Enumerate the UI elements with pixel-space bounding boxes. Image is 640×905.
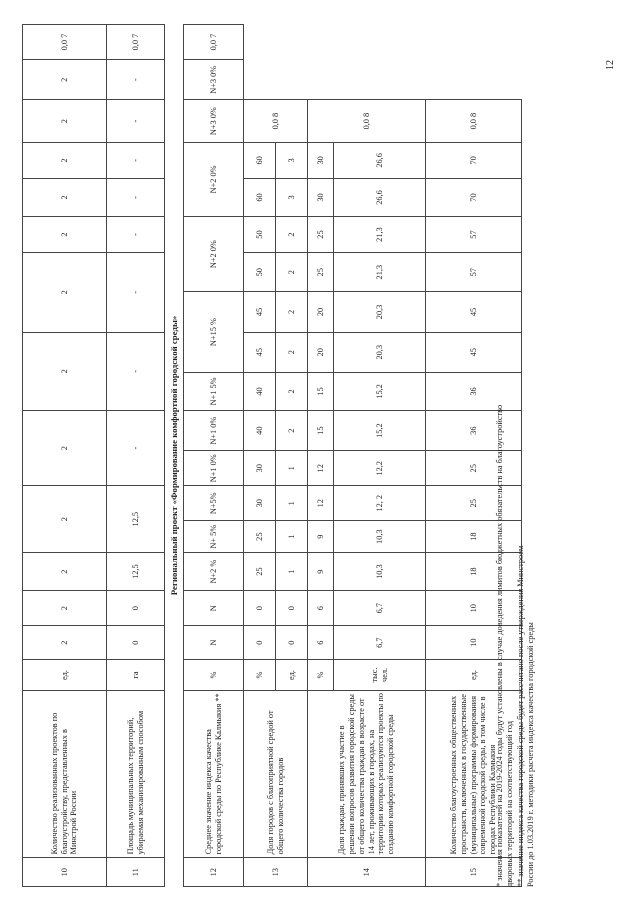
indicator-name: Доля граждан, принявших участие в решении вопросов развития городской среды от общего количества граждан в возрасте от 14 лет, проживающих в городах, на территории которых реализуются проекты по созданию комфортной городской среды [308, 690, 426, 858]
value-cell: 9 [308, 553, 334, 591]
value-cell: 70 [426, 142, 522, 178]
value-cell: 2 [276, 332, 308, 372]
value-cell: 57 [426, 253, 522, 292]
indicators-table [22, 24, 522, 887]
value-cell: 6,7 [334, 591, 426, 626]
footnote-line: России до 1.03.2019 г. методики расчета индекса качества городской среды [526, 622, 536, 887]
value-cell: 10,3 [334, 521, 426, 553]
value-cell: 36 [426, 411, 522, 451]
value-cell: N+1 0% [184, 411, 244, 451]
value-cell: 6,7 [334, 626, 426, 660]
unit-cell: ед. [276, 660, 308, 691]
value-cell: N [184, 626, 244, 660]
value-cell: N+ 5% [184, 521, 244, 553]
value-cell: 2 [23, 178, 107, 216]
value-cell: N+3 0% [184, 60, 244, 100]
value-cell: 2 [276, 411, 308, 451]
value-cell: - [107, 253, 165, 333]
unit-cell: % [308, 660, 334, 691]
value-cell: N+15 % [184, 292, 244, 373]
footnote-line: дворовых территорий на соответствующий год [505, 721, 515, 887]
value-cell: 12,5 [107, 486, 165, 553]
value-cell: 0 [107, 626, 165, 660]
weight-cell: 0,0 7 [23, 25, 107, 60]
value-cell: - [107, 100, 165, 142]
value-cell: 25 [426, 486, 522, 521]
value-cell: 26,6 [334, 178, 426, 216]
value-cell: 18 [426, 521, 522, 553]
value-cell: 45 [244, 332, 276, 372]
value-cell: 0 [107, 591, 165, 626]
table-row [184, 25, 244, 887]
value-cell: 30 [308, 178, 334, 216]
value-cell: - [107, 142, 165, 178]
value-cell: 40 [244, 372, 276, 410]
value-cell: 0 [244, 626, 276, 660]
indicator-name: Среднее значение индекса качества городской среды по Республике Калмыкия ** [184, 690, 244, 858]
value-cell: - [107, 332, 165, 410]
value-cell: 12 [308, 451, 334, 486]
value-cell: 2 [23, 217, 107, 253]
section-row [165, 25, 184, 887]
value-cell: N+1 0% [184, 451, 244, 486]
value-cell: 2 [23, 142, 107, 178]
value-cell: 15 [308, 372, 334, 410]
value-cell: 50 [244, 253, 276, 292]
indicator-name: Доля городов с благоприятной средой от общего количества городов [244, 690, 308, 858]
row-number: 15 [426, 858, 522, 887]
indicator-name: Площадь муниципальных территорий, убираемая механизированным способом [107, 690, 165, 858]
row-number: 10 [23, 858, 107, 887]
weight-cell: 0,0 7 [107, 25, 165, 60]
section-title: Региональный проект «Формирование комфортной городской среды» [165, 25, 184, 887]
value-cell: 20 [308, 332, 334, 372]
value-cell: N+5% [184, 486, 244, 521]
value-cell: 0 [244, 591, 276, 626]
value-cell: 57 [426, 217, 522, 253]
footnotes [495, 27, 536, 887]
value-cell: 15,2 [334, 372, 426, 410]
value-cell: 10 [426, 626, 522, 660]
page-number: 12 [605, 60, 616, 70]
value-cell: 12,2 [334, 451, 426, 486]
table-row [308, 25, 334, 887]
row-number: 12 [184, 858, 244, 887]
value-cell: 0 [276, 591, 308, 626]
value-cell: 2 [23, 591, 107, 626]
unit-cell: тыс. чел. [334, 660, 426, 691]
value-cell: 0 [276, 626, 308, 660]
weight-cell: 0,0 7 [184, 25, 244, 60]
value-cell: 45 [426, 292, 522, 332]
value-cell: 21,3 [334, 253, 426, 292]
weight-cell: 0,0 8 [426, 100, 522, 142]
value-cell: 15,2 [334, 411, 426, 451]
table-row [23, 25, 107, 887]
value-cell: 12,5 [107, 553, 165, 591]
value-cell: N+2 0% [184, 217, 244, 292]
value-cell: 9 [308, 521, 334, 553]
value-cell: 30 [308, 142, 334, 178]
value-cell: 45 [426, 332, 522, 372]
unit-cell: га [107, 660, 165, 691]
value-cell: 25 [244, 553, 276, 591]
value-cell: 3 [276, 142, 308, 178]
value-cell: - [107, 60, 165, 100]
table-row [107, 25, 165, 887]
value-cell: 60 [244, 178, 276, 216]
value-cell: 15 [308, 411, 334, 451]
value-cell: 12 [308, 486, 334, 521]
value-cell: 36 [426, 372, 522, 410]
value-cell: 2 [276, 253, 308, 292]
unit-cell: % [244, 660, 276, 691]
value-cell: - [107, 178, 165, 216]
value-cell: 21,3 [334, 217, 426, 253]
value-cell: 30 [244, 451, 276, 486]
value-cell: N+2 % [184, 553, 244, 591]
value-cell: 50 [244, 217, 276, 253]
value-cell: 40 [244, 411, 276, 451]
footnote-line: ** значение индекса качества городской среды будет рассчитано после утверждения Минстроем [515, 545, 525, 887]
value-cell: 12, 2 [334, 486, 426, 521]
value-cell: 2 [23, 60, 107, 100]
value-cell: N+1 5% [184, 372, 244, 410]
row-number: 13 [244, 858, 308, 887]
value-cell: 30 [244, 486, 276, 521]
value-cell: 2 [23, 553, 107, 591]
value-cell: 20,3 [334, 292, 426, 332]
value-cell: 1 [276, 486, 308, 521]
value-cell: 2 [23, 332, 107, 410]
value-cell: 1 [276, 521, 308, 553]
value-cell: 25 [244, 521, 276, 553]
value-cell: - [107, 411, 165, 486]
value-cell: 60 [244, 142, 276, 178]
footnote-line: * значения показателей на 2019-2024 годы будут установлены в случае доведения лимитов бюджетных обязательств на благоустройство [495, 404, 504, 887]
value-cell: 26,6 [334, 142, 426, 178]
value-cell: 10,3 [334, 553, 426, 591]
value-cell: - [107, 217, 165, 253]
value-cell: 45 [244, 292, 276, 332]
value-cell: 2 [23, 100, 107, 142]
unit-cell: ед. [23, 660, 107, 691]
table-row [244, 25, 276, 887]
value-cell: N+2 0% [184, 142, 244, 216]
value-cell: 25 [308, 217, 334, 253]
value-cell: 2 [276, 372, 308, 410]
value-cell: 6 [308, 626, 334, 660]
indicator-name: Количество благоустроенных общественных пространств, включенных в государственные (муниципальные) программы формирования современной городской среды, в том числе в городах Республики Калмыкия [426, 690, 522, 858]
value-cell: 1 [276, 451, 308, 486]
value-cell: N+3 0% [184, 100, 244, 142]
row-number: 11 [107, 858, 165, 887]
weight-cell: 0,0 8 [244, 100, 308, 142]
indicator-name: Количество реализованных проектов по благоустройству, представленных в Минстрой России [23, 690, 107, 858]
value-cell: 6 [308, 591, 334, 626]
unit-cell: ед. [426, 660, 522, 691]
value-cell: 20 [308, 292, 334, 332]
value-cell: 2 [23, 486, 107, 553]
value-cell: 70 [426, 178, 522, 216]
weight-cell: 0,0 8 [308, 100, 426, 142]
value-cell: 10 [426, 591, 522, 626]
value-cell: 18 [426, 553, 522, 591]
row-number: 14 [308, 858, 426, 887]
value-cell: 2 [23, 253, 107, 333]
unit-cell: % [184, 660, 244, 691]
value-cell: 1 [276, 553, 308, 591]
value-cell: 2 [276, 292, 308, 332]
value-cell: 2 [23, 626, 107, 660]
value-cell: 3 [276, 178, 308, 216]
value-cell: 2 [23, 411, 107, 486]
value-cell: 25 [426, 451, 522, 486]
value-cell: 25 [308, 253, 334, 292]
value-cell: 20,3 [334, 332, 426, 372]
value-cell: 2 [276, 217, 308, 253]
value-cell: N [184, 591, 244, 626]
